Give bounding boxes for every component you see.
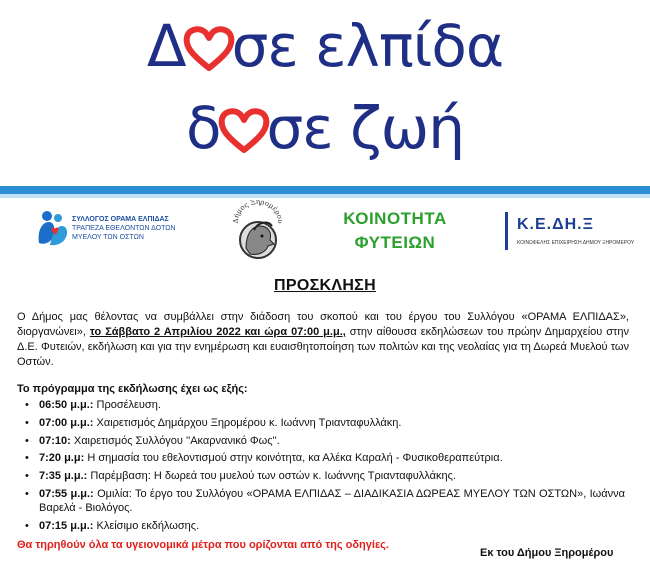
svg-text:Δήμος Ξηρομέρου bbox=[232, 200, 284, 224]
program-item-text: Χαιρετισμός Συλλόγου ''Ακαρνανικό Φως''. bbox=[70, 434, 280, 447]
orama-line-2: ΤΡΑΠΕΖΑ ΕΘΕΛΟΝΤΩΝ ΔΟΤΩΝ bbox=[72, 225, 176, 232]
title-line-2-end: σε ζωή bbox=[266, 94, 464, 162]
koinotita-line-1: ΚΟΙΝΟΤΗΤΑ bbox=[343, 209, 447, 228]
program-item-time: 07:10: bbox=[39, 434, 71, 447]
program-item bbox=[25, 469, 625, 484]
dimos-xiromerou-seal bbox=[228, 200, 288, 264]
heart-icon bbox=[218, 102, 270, 166]
bullet-icon: • bbox=[25, 520, 29, 533]
title-line-1-end: σε ελπίδα bbox=[231, 12, 504, 80]
program-item-time: 7:20 μ.μ: bbox=[39, 452, 85, 465]
program-item-time: 7:35 μ.μ.: bbox=[39, 470, 88, 483]
program-item-time: 07:15 μ.μ.: bbox=[39, 520, 94, 533]
program-item-time: 06:50 μ.μ.: bbox=[39, 399, 94, 411]
bullet-icon: • bbox=[25, 416, 29, 429]
title-line-1 bbox=[0, 14, 650, 84]
program-item-text: Προσέλευση. bbox=[93, 399, 161, 411]
signature: Εκ του Δήμου Ξηρομέρου bbox=[480, 547, 614, 559]
orama-text bbox=[72, 215, 176, 242]
koinotita-line-2: ΦΥΤΕΙΩΝ bbox=[354, 233, 436, 252]
header-stripe bbox=[0, 186, 650, 194]
program-item bbox=[25, 519, 625, 534]
orama-people-icon bbox=[36, 207, 70, 247]
orama-line-1: ΣΥΛΛΟΓΟΣ ΟΡΑΜΑ ΕΛΠΙΔΑΣ bbox=[72, 216, 169, 223]
program-item-text: Η σημασία του εθελοντισμού στην κοινότητα, κα Αλέκα Καραλή - Φυσικοθεραπεύτρια. bbox=[84, 452, 503, 465]
program-item bbox=[25, 434, 625, 449]
header-stripe-light bbox=[0, 194, 650, 198]
intro-date: το Σάββατο 2 Απριλίου 2022 και ώρα 07:00 μ.μ., bbox=[89, 326, 346, 338]
kedix-title: Κ.Ε.ΔΗ.Ξ bbox=[517, 216, 594, 233]
program-item-time: 07:00 μ.μ.: bbox=[39, 416, 94, 429]
intro-part-1: Ο Δήμος μας θέλοντας να συμβάλλει στην διάδοση του σκοπού και του έργου του Συλλόγου «ΟΡΑΜΑ ΕΛΠΙΔΑΣ», διοργανώνει», bbox=[17, 311, 629, 338]
program-item-text: Παρέμβαση: Η δωρεά του μυελού των οστών κ. Ιωάννης Τριανταφυλλάκης. bbox=[87, 470, 456, 483]
orama-elpidas-logo bbox=[36, 207, 196, 255]
intro-part-2: στην αίθουσα εκδηλώσεων του πρώην Δημαρχείου στην Δ.Ε. Φυτειών, εκδήλωση και για την ενημέρωση και ευαισθητοποίηση των πολιτών και της νεολαίας για τη Δωρεά Μυελού των Οστών. bbox=[17, 326, 630, 368]
title-line-2 bbox=[0, 96, 650, 166]
program-item-text: Χαιρετισμός Δημάρχου Ξηρομέρου κ. Ιωάννη Τριανταφυλλάκη. bbox=[93, 416, 402, 429]
program-item-text: Κλείσιμο εκδήλωσης. bbox=[93, 520, 200, 533]
seal-emblem-icon bbox=[228, 200, 288, 264]
page-heading: ΠΡΟΣΚΛΗΣΗ bbox=[274, 277, 376, 294]
title-line-2-start: δ bbox=[186, 94, 221, 162]
bullet-icon: • bbox=[25, 487, 29, 500]
koinotita-fyteion-logo bbox=[330, 207, 460, 255]
program-item bbox=[25, 451, 625, 466]
kedix-bar bbox=[505, 212, 508, 250]
program-item-time: 07:55 μ.μ.: bbox=[39, 487, 94, 500]
program-item-text: Ομιλία: Το έργο του Συλλόγου «ΟΡΑΜΑ ΕΛΠΙΔΑΣ – ΔΙΑΔΙΚΑΣΙΑ ΔΩΡΕΑΣ ΜΥΕΛΟΥ ΤΩΝ ΟΣΤΩΝ», Ιωάννα Βαρελά - Βιολόγος. bbox=[39, 487, 625, 515]
health-measures-notice: Θα τηρηθούν όλα τα υγειονομικά μέτρα που ορίζονται από της οδηγίες. bbox=[17, 539, 389, 551]
bullet-icon: • bbox=[25, 399, 29, 411]
orama-line-3: ΜΥΕΛΟΥ ΤΩΝ ΟΣΤΩΝ bbox=[72, 234, 144, 241]
heart-icon bbox=[183, 20, 235, 84]
program-list bbox=[25, 398, 625, 537]
bullet-icon: • bbox=[25, 434, 29, 447]
program-title: Το πρόγραμμα της εκδήλωσης έχει ως εξής: bbox=[17, 383, 248, 395]
program-item bbox=[25, 487, 625, 516]
bullet-icon: • bbox=[25, 452, 29, 465]
seal-text: Δήμος Ξηρομέρου bbox=[231, 200, 285, 224]
intro-paragraph bbox=[17, 310, 629, 370]
program-item bbox=[25, 398, 625, 413]
kedix-subtitle: ΚΟΙΝΩΦΕΛΗΣ ΕΠΙΧΕΙΡΗΣΗ ΔΗΜΟΥ ΞΗΡΟΜΕΡΟΥ bbox=[517, 240, 635, 246]
kedix-logo bbox=[505, 212, 635, 252]
bullet-icon: • bbox=[25, 470, 29, 483]
program-item bbox=[25, 416, 625, 431]
title-line-1-start: Δ bbox=[146, 12, 186, 80]
